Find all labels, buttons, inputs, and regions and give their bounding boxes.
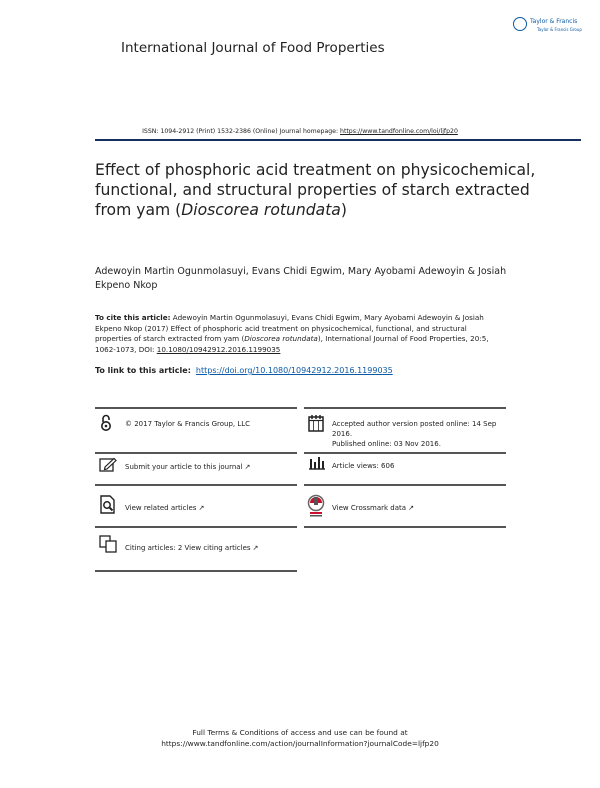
header-rule	[95, 139, 581, 141]
divider	[95, 407, 297, 409]
footer-terms-link[interactable]: https://www.tandfonline.com/action/journalInformation?journalCode=ljfp20	[161, 739, 439, 748]
footer	[0, 727, 600, 749]
article-title	[95, 160, 545, 220]
copyright-text: © 2017 Taylor & Francis Group, LLC	[125, 420, 251, 428]
journal-homepage-link[interactable]: https://www.tandfonline.com/loi/ljfp20	[340, 128, 458, 135]
divider	[304, 407, 506, 409]
citing-articles-label: Citing articles: 2 View citing articles	[125, 544, 251, 552]
citation-italic: Dioscorea rotundata	[244, 334, 318, 344]
logo-circle-icon	[513, 17, 527, 31]
link-label: To link to this article:	[95, 366, 191, 375]
bar-chart-icon	[308, 456, 326, 470]
accepted-date: Accepted author version posted online: 14 Sep 2016.	[332, 420, 497, 438]
submit-article-link[interactable]	[125, 462, 250, 472]
related-articles-link[interactable]	[125, 503, 204, 513]
external-link-icon: ↗	[408, 504, 414, 512]
citation-label: To cite this article:	[95, 313, 171, 322]
crossmark-icon	[307, 494, 325, 518]
external-link-icon: ↗	[252, 544, 259, 552]
submit-article-label: Submit your article to this journal	[125, 463, 243, 471]
divider	[95, 452, 297, 454]
article-views: Article views: 606	[332, 462, 395, 470]
publisher-logo-sub: Taylor & Francis Group	[537, 27, 582, 32]
issn-text: ISSN: 1094-2912 (Print) 1532-2386 (Online) Journal homepage:	[142, 128, 341, 135]
crossmark-label: View Crossmark data	[332, 504, 407, 512]
publisher-logo-name: Taylor & Francis	[530, 18, 578, 25]
journal-name: International Journal of Food Properties	[121, 40, 385, 56]
article-authors: Adewoyin Martin Ogunmolasuyi, Evans Chidi Egwim, Mary Ayobami Adewoyin & Josiah Ekpeno Nkop	[95, 266, 507, 291]
citation-text-a: Adewoyin Martin Ogunmolasuyi, Evans Chidi Egwim, Mary Ayobami Adewoyin & Josiah Ekpeno Nkop (2017) Effect of phosphoric acid treatment on physicochemical, functional, and structural properties of starch extracted from yam (	[95, 313, 484, 344]
article-doi-link[interactable]: https://doi.org/10.1080/10942912.2016.1199035	[195, 366, 393, 375]
external-link-icon: ↗	[198, 504, 205, 512]
search-document-icon	[99, 495, 117, 515]
divider	[95, 570, 297, 572]
citation-doi-link[interactable]: 10.1080/10942912.2016.1199035	[156, 345, 281, 355]
citation-block	[95, 313, 505, 356]
title-end: )	[340, 201, 347, 219]
title-main: Effect of phosphoric acid treatment on physicochemical, functional, and structural properties of starch extracted from yam (	[95, 161, 536, 219]
open-access-icon	[100, 414, 112, 432]
edit-icon	[99, 457, 117, 472]
crossmark-link[interactable]	[332, 503, 414, 513]
citing-icon	[99, 535, 119, 553]
related-articles-label: View related articles	[125, 504, 197, 512]
publisher-logo[interactable]	[513, 15, 583, 37]
calendar-icon	[308, 414, 324, 432]
divider	[95, 526, 297, 528]
divider	[304, 526, 506, 528]
link-to-article	[95, 366, 393, 375]
issn-line	[0, 128, 600, 135]
divider	[95, 484, 297, 486]
divider	[304, 452, 506, 454]
external-link-icon: ↗	[244, 463, 251, 471]
footer-line-1: Full Terms & Conditions of access and use can be found at	[192, 728, 408, 737]
citation-text-b: ), International Journal of Food Properties, 20:5, 1062-1073, DOI:	[95, 334, 489, 355]
citing-articles-link[interactable]	[125, 543, 258, 553]
divider	[304, 484, 506, 486]
title-italic: Dioscorea rotundata	[181, 201, 341, 219]
published-date: Published online: 03 Nov 2016.	[332, 440, 441, 448]
